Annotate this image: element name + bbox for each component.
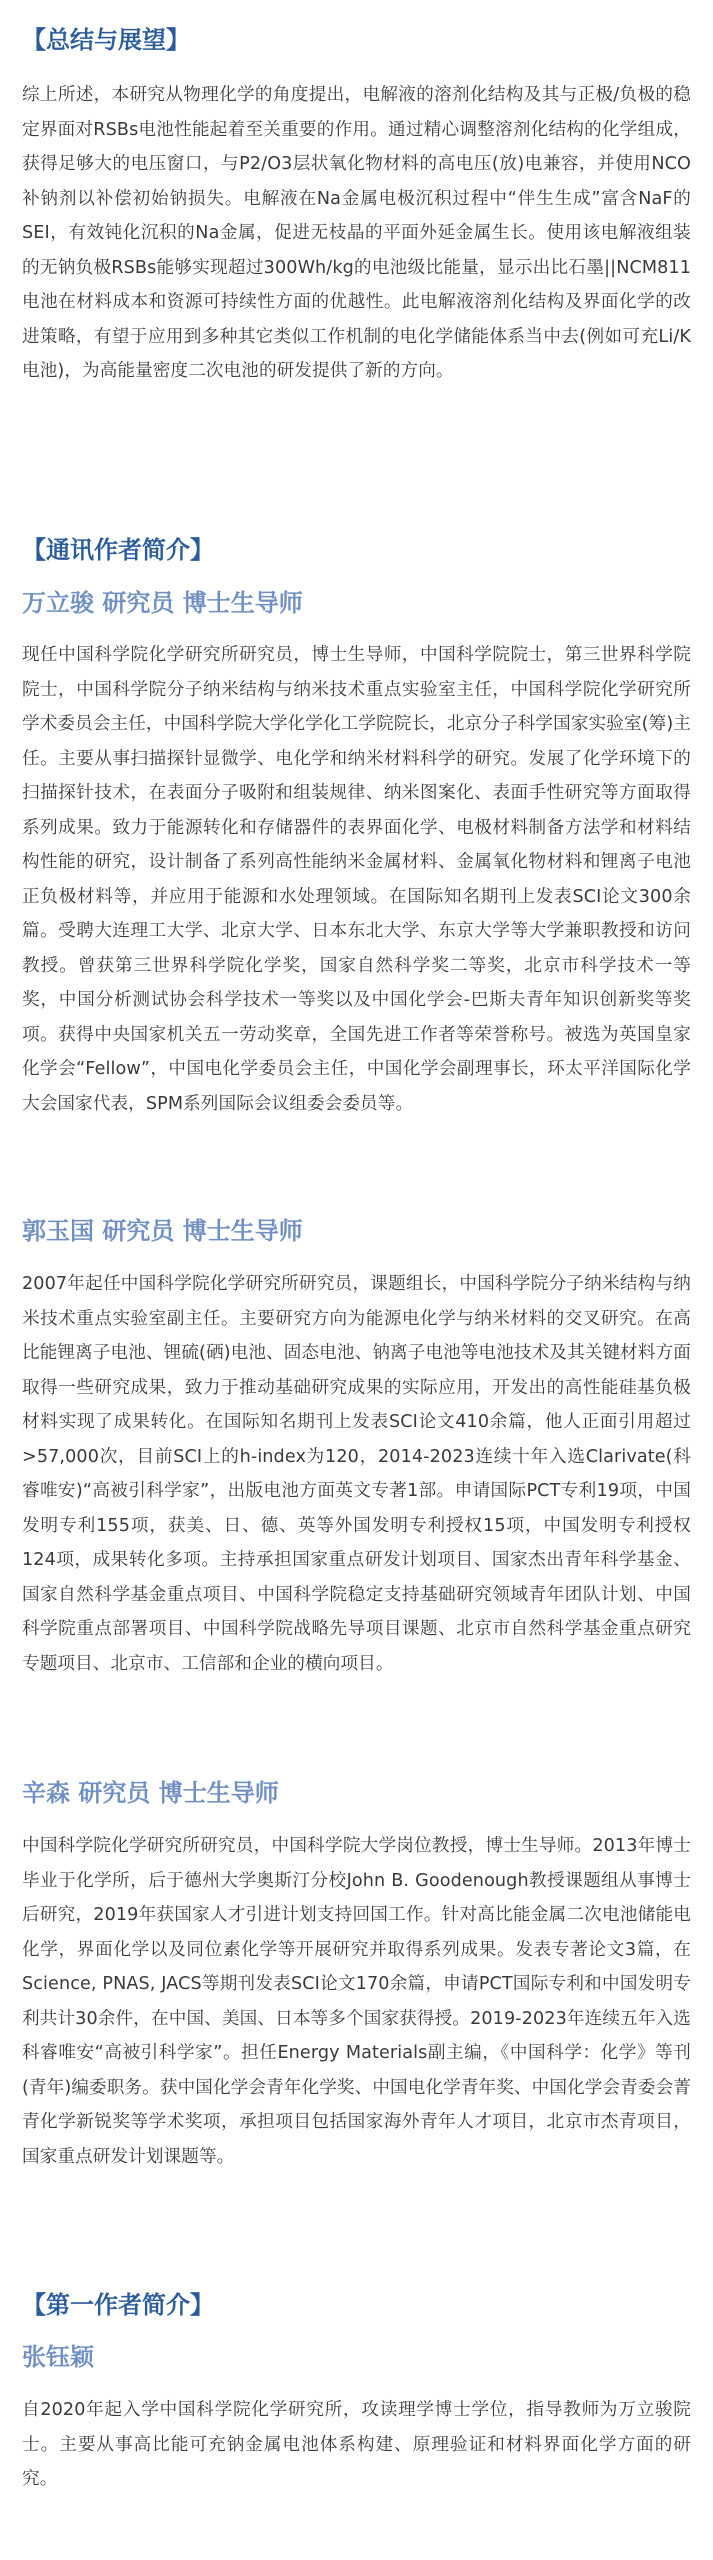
- author-bio-zhang: 自2020年起入学中国科学院化学研究所，攻读理学博士学位，指导教师为万立骏院士。主要从事高比能可充钠金属电池体系构建、原理验证和材料界面化学方面的研究。: [22, 2400, 691, 2489]
- summary-heading: 【总结与展望】: [22, 26, 190, 54]
- author-name-wan: 万立骏 研究员 博士生导师: [22, 589, 303, 617]
- author-name-zhang: 张钰颖: [22, 2343, 94, 2371]
- summary-paragraph: 综上所述，本研究从物理化学的角度提出，电解液的溶剂化结构及其与正极/负极的稳定界面对RSBs电池性能起着至关重要的作用。通过精心调整溶剂化结构的化学组成，获得足够大的电压窗口，与P2/O3层状氧化物材料的高电压(放)电兼容，并使用NCO补钠剂以补偿初始钠损失。电解液在Na金属电极沉积过程中“伴生生成”富含NaF的SEI，有效钝化沉积的Na金属，促进无枝晶的平面外延金属生长。使用该电解液组装的无钠负极RSBs能够实现超过300Wh/kg的电池级比能量，显示出比石墨||NCM811电池在材料成本和资源可持续性方面的优越性。此电解液溶剂化结构及界面化学的改进策略，有望于应用到多种其它类似工作机制的电化学储能体系当中去(例如可充Li/K电池)，为高能量密度二次电池的研发提供了新的方向。: [22, 85, 691, 381]
- author-name-xin: 辛森 研究员 博士生导师: [22, 1779, 279, 1807]
- corresponding-author-heading: 【通讯作者简介】: [22, 536, 214, 564]
- author-bio-xin: 中国科学院化学研究所研究员，中国科学院大学岗位教授，博士生导师。2013年博士毕业于化学所，后于德州大学奥斯汀分校John B. Goodenough教授课题组从事博士后研究，2019年获国家人才引进计划支持回国工作。针对高比能金属二次电池储能电化学，界面化学以及同位素化学等开展研究并取得系列成果。发表专著论文3篇，在Science, PNAS, JACS等期刊发表SCI论文170余篇，申请PCT国际专利和中国发明专利共计30余件，在中国、美国、日本等多个国家获得授。2019-2023年连续五年入选科睿唯安“高被引科学家”。担任Energy Materials副主编，《中国科学：化学》等刊(青年)编委职务。获中国化学会青年化学奖、中国电化学青年奖、中国化学会青委会菁青化学新锐奖等学术奖项，承担项目包括国家海外青年人才项目，北京市杰青项目，国家重点研发计划课题等。: [22, 1836, 691, 2167]
- author-bio-wan: 现任中国科学院化学研究所研究员，博士生导师，中国科学院院士，第三世界科学院院士，中国科学院分子纳米结构与纳米技术重点实验室主任，中国科学院化学研究所学术委员会主任，中国科学院大学化学化工学院院长，北京分子科学国家实验室(筹)主任。主要从事扫描探针显微学、电化学和纳米材料科学的研究。发展了化学环境下的扫描探针技术，在表面分子吸附和组装规律、纳米图案化、表面手性研究等方面取得系列成果。致力于能源转化和存储器件的表界面化学、电极材料制备方法学和材料结构性能的研究，设计制备了系列高性能纳米金属材料、金属氧化物材料和锂离子电池正负极材料等，并应用于能源和水处理领域。在国际知名期刊上发表SCI论文300余篇。受聘大连理工大学、北京大学、日本东北大学、东京大学等大学兼职教授和访问教授。曾获第三世界科学院化学奖，国家自然科学奖二等奖，北京市科学技术一等奖，中国分析测试协会科学技术一等奖以及中国化学会-巴斯夫青年知识创新奖等奖项。获得中央国家机关五一劳动奖章，全国先进工作者等荣誉称号。被选为英国皇家化学会“Fellow”，中国电化学委员会主任，中国化学会副理事长，环太平洋国际化学大会国家代表，SPM系列国际会议组委会委员等。: [22, 645, 691, 1114]
- author-bio-guo: 2007年起任中国科学院化学研究所研究员，课题组长，中国科学院分子纳米结构与纳米技术重点实验室副主任。主要研究方向为能源电化学与纳米材料的交叉研究。在高比能锂离子电池、锂硫(硒)电池、固态电池、钠离子电池等电池技术及其关键材料方面取得一些研究成果，致力于推动基础研究成果的实际应用，开发出的高性能硅基负极材料实现了成果转化。在国际知名期刊上发表SCI论文410余篇，他人正面引用超过>57,000次，目前SCI上的h-index为120，2014-2023连续十年入选Clarivate(科睿唯安)“高被引科学家”，出版电池方面英文专著1部。申请国际PCT专利19项，中国发明专利155项，获美、日、德、英等外国发明专利授权15项，中国发明专利授权124项，成果转化多项。主持承担国家重点研发计划项目、国家杰出青年科学基金、国家自然科学基金重点项目、中国科学院稳定支持基础研究领域青年团队计划、中国科学院重点部署项目、中国科学院战略先导项目课题、北京市自然科学基金重点研究专题项目、北京市、工信部和企业的横向项目。: [22, 1274, 691, 1674]
- author-name-guo: 郭玉国 研究员 博士生导师: [22, 1217, 303, 1245]
- first-author-heading: 【第一作者简介】: [22, 2291, 214, 2319]
